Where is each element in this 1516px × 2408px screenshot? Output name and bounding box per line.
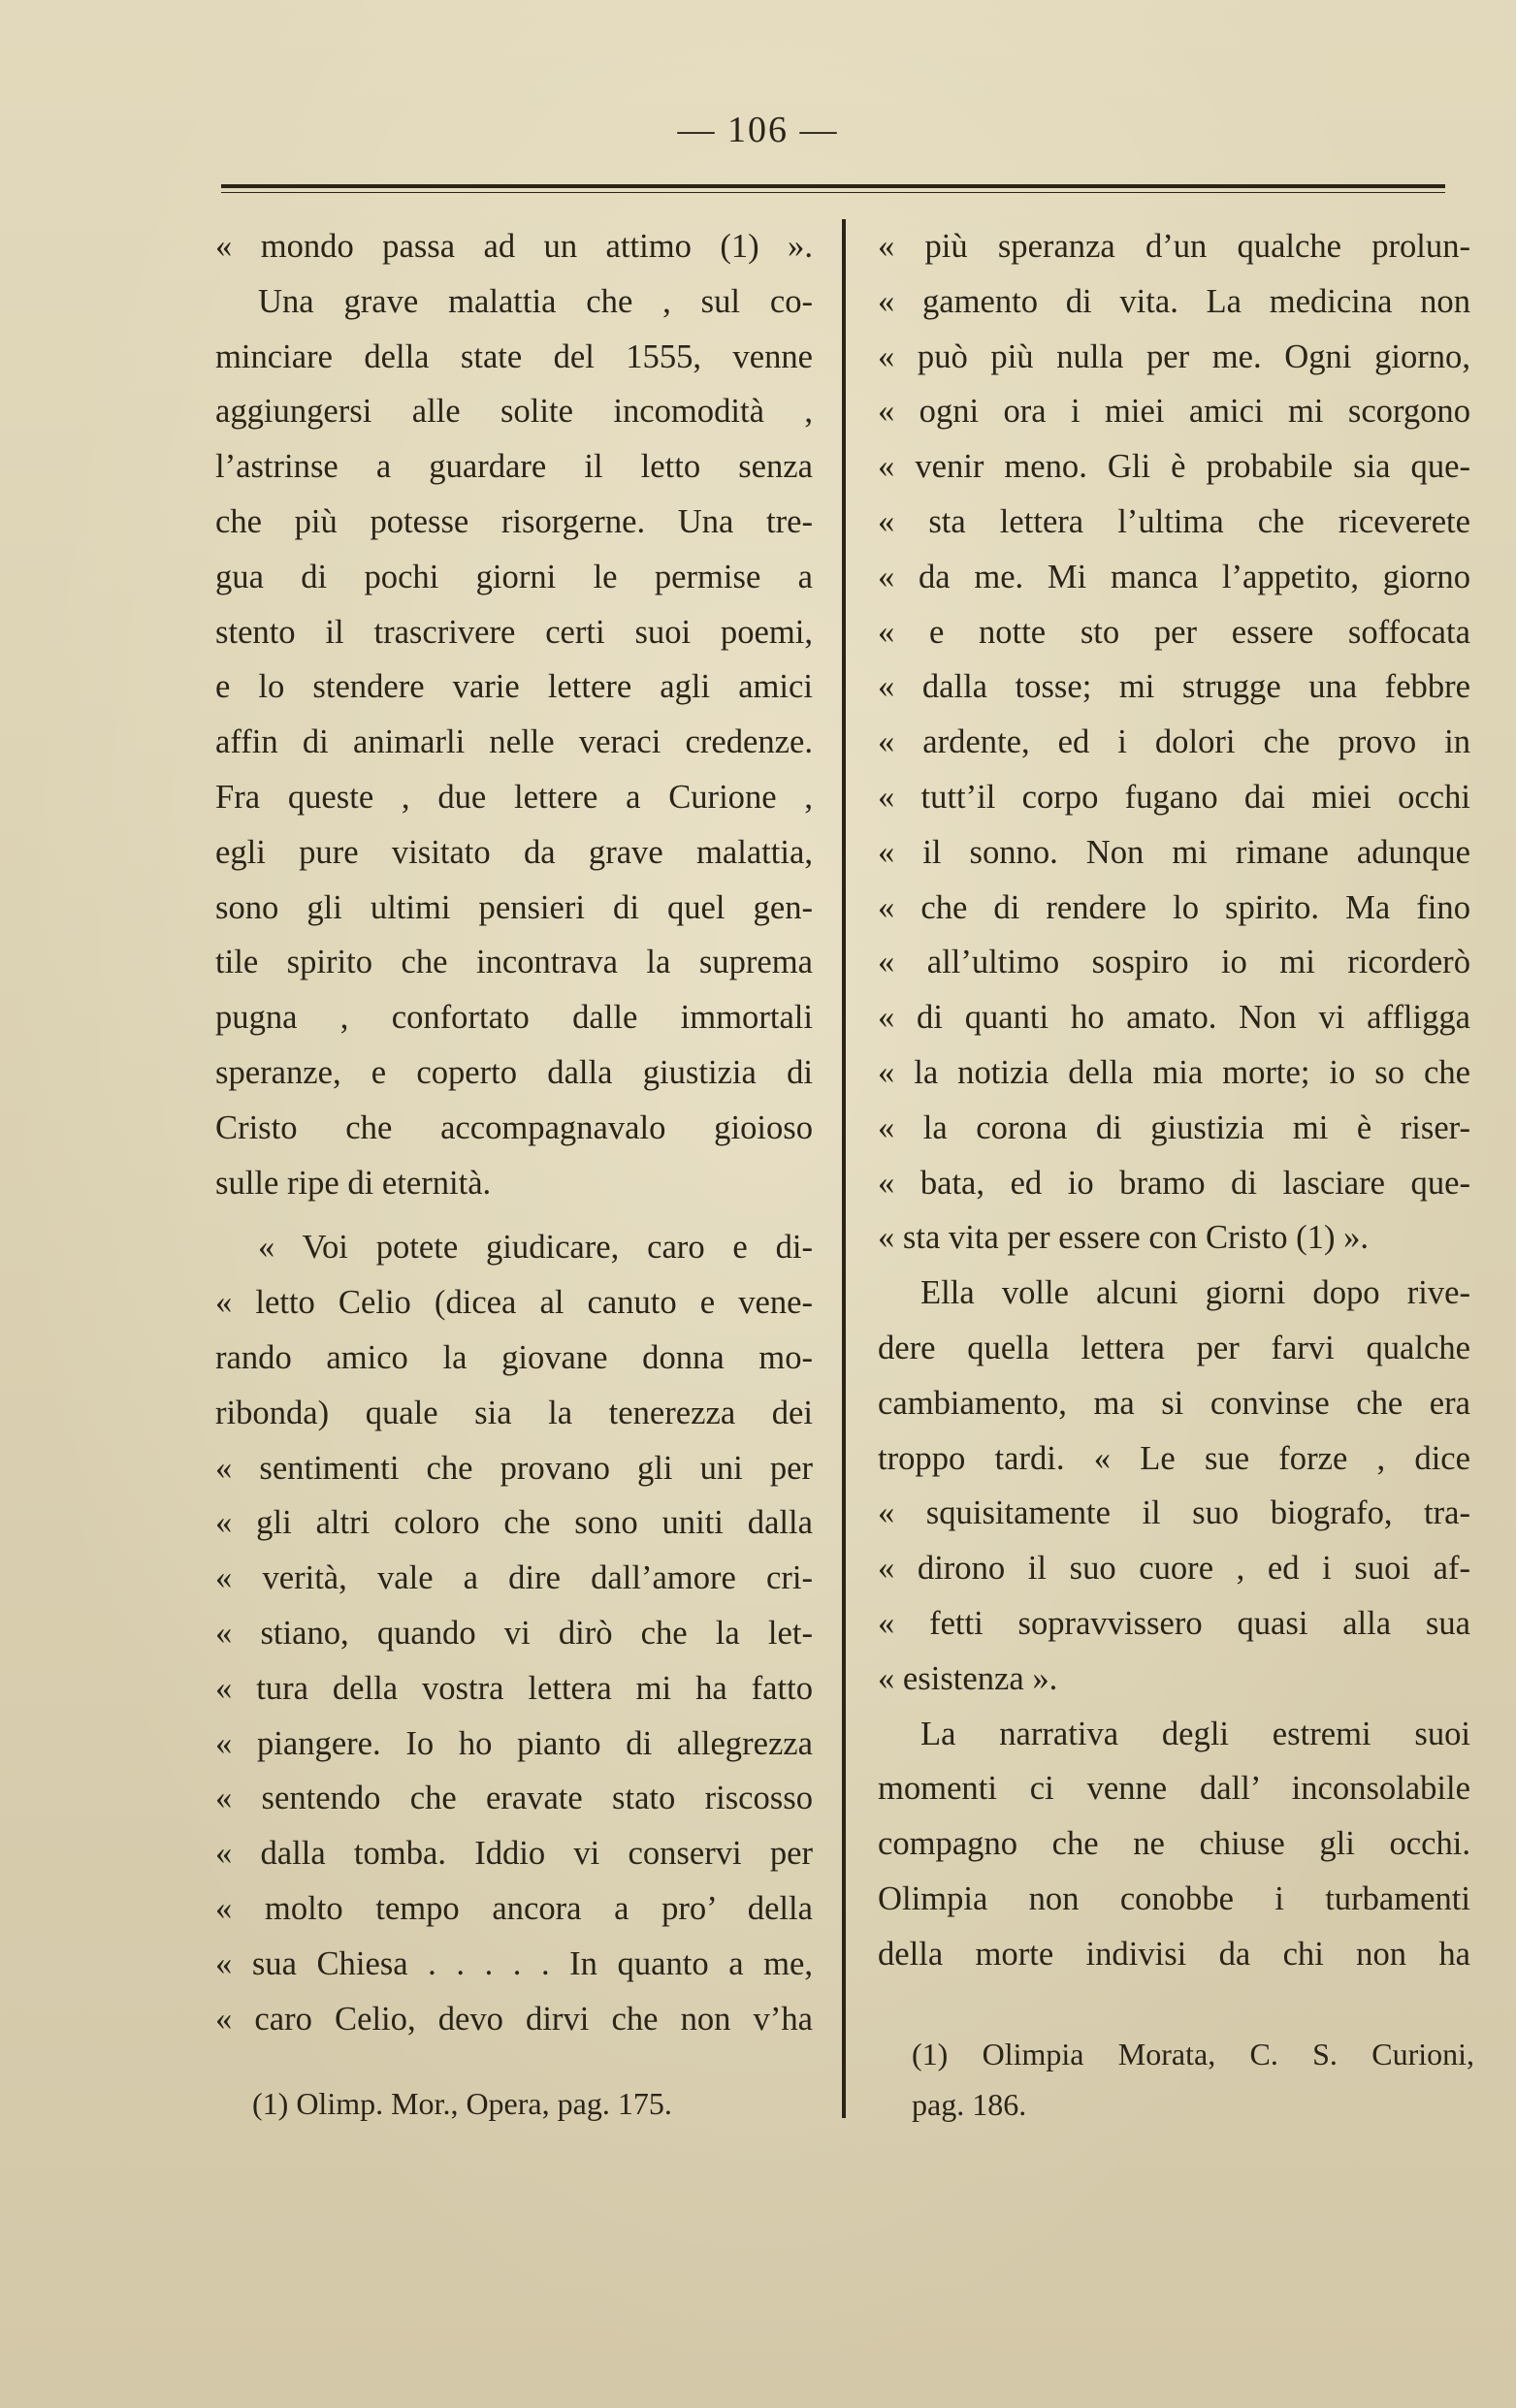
text-line: « venir meno. Gli è probabile sia que- [878, 448, 1470, 486]
text-line: Una grave malattia che , sul co- [258, 282, 813, 320]
text-line: « dalla tomba. Iddio vi conservi per [215, 1835, 813, 1873]
text-line: « tutt’il corpo fugano dai miei occhi [878, 778, 1470, 816]
right-column [878, 219, 1470, 1982]
text-line: « Voi potete giudicare, caro e di- [258, 1229, 813, 1267]
text-line: compagno che ne chiuse gli occhi. [878, 1825, 1470, 1863]
text-line: « ardente, ed i dolori che provo in [878, 723, 1470, 761]
text-line: pugna , confortato dalle immortali [215, 999, 813, 1037]
text-line: e lo stendere varie lettere agli amici [215, 668, 813, 706]
text-line: « esistenza ». [878, 1659, 1058, 1697]
footnote-left [252, 2078, 795, 2129]
text-line: « dalla tosse; mi strugge una febbre [878, 668, 1470, 706]
text-line: « fetti sopravvissero quasi alla sua [878, 1604, 1470, 1642]
text-line: La narrativa degli estremi suoi [920, 1715, 1470, 1752]
text-line: momenti ci venne dall’ inconsolabile [878, 1770, 1470, 1808]
header-rule-thick [221, 184, 1445, 188]
text-line: « il sonno. Non mi rimane adunque [878, 833, 1470, 871]
text-line: « squisitamente il suo biografo, tra- [878, 1494, 1470, 1532]
footnote-right [912, 2029, 1474, 2130]
text-line: « può più nulla per me. Ogni giorno, [878, 337, 1470, 375]
text-line: « di quanti ho amato. Non vi affligga [878, 999, 1470, 1037]
text-line: « verità, vale a dire dall’amore cri- [215, 1559, 813, 1597]
footnote-line: pag. 186. [912, 2087, 1027, 2122]
text-line: tile spirito che incontrava la suprema [215, 944, 813, 981]
text-line: Fra queste , due lettere a Curione , [215, 778, 813, 816]
text-line: « letto Celio (dicea al canuto e vene- [215, 1284, 813, 1322]
left-column [215, 219, 813, 2046]
text-line: Olimpia non conobbe i turbamenti [878, 1879, 1470, 1917]
text-line: « piangere. Io ho pianto di allegrezza [215, 1724, 813, 1762]
text-line: l’astrinse a guardare il letto senza [215, 448, 813, 486]
text-line: « tura della vostra lettera mi ha fatto [215, 1669, 813, 1707]
text-line: rando amico la giovane donna mo- [215, 1338, 813, 1376]
text-line: sono gli ultimi pensieri di quel gen- [215, 888, 813, 926]
text-line: « caro Celio, devo dirvi che non v’ha [215, 2000, 813, 2038]
page-number: — 106 — [677, 110, 839, 150]
text-line: stento il trascrivere certi suoi poemi, [215, 613, 813, 651]
text-line: cambiamento, ma si convinse che era [878, 1384, 1470, 1422]
text-line: affin di animarli nelle veraci credenze. [215, 723, 813, 761]
text-line: egli pure visitato da grave malattia, [215, 833, 813, 871]
text-line: « e notte sto per essere soffocata [878, 613, 1470, 651]
column-divider [842, 219, 846, 2118]
text-line: « la notizia della mia morte; io so che [878, 1053, 1470, 1091]
text-line: « da me. Mi manca l’appetito, giorno [878, 558, 1470, 595]
text-line: della morte indivisi da chi non ha [878, 1935, 1470, 1973]
text-line: che più potesse risorgerne. Una tre- [215, 502, 813, 540]
text-line: sulle ripe di eternità. [215, 1164, 492, 1202]
header-rule-thin [221, 192, 1445, 193]
text-line: Cristo che accompagnavalo gioioso [215, 1108, 813, 1146]
text-line: « che di rendere lo spirito. Ma fino [878, 888, 1470, 926]
text-line: « sentimenti che provano gli uni per [215, 1449, 813, 1487]
text-line: « mondo passa ad un attimo (1) ». [215, 228, 813, 265]
text-line: troppo tardi. « Le sue forze , dice [878, 1439, 1470, 1477]
text-line: minciare della state del 1555, venne [215, 337, 813, 375]
text-line: « bata, ed io bramo di lasciare que- [878, 1164, 1470, 1202]
text-line: dere quella lettera per farvi qualche [878, 1329, 1470, 1366]
text-line: « sta lettera l’ultima che riceverete [878, 502, 1470, 540]
text-line: « ogni ora i miei amici mi scorgono [878, 393, 1470, 431]
text-line: gua di pochi giorni le permise a [215, 558, 813, 595]
text-line: « dirono il suo cuore , ed i suoi af- [878, 1550, 1470, 1588]
text-line: « all’ultimo sospiro io mi ricorderò [878, 944, 1470, 981]
text-line: aggiungersi alle solite incomodità , [215, 393, 813, 431]
text-line: Ella volle alcuni giorni dopo rive- [920, 1274, 1470, 1312]
footnote-text: (1) Olimp. Mor., Opera, pag. 175. [252, 2086, 672, 2121]
text-line: « gamento di vita. La medicina non [878, 282, 1470, 320]
text-line: speranze, e coperto dalla giustizia di [215, 1053, 813, 1091]
text-line: ribonda) quale sia la tenerezza dei [215, 1394, 813, 1431]
footnote-line: (1) Olimpia Morata, C. S. Curioni, [912, 2037, 1474, 2071]
text-line: « sta vita per essere con Cristo (1) ». [878, 1219, 1370, 1257]
text-line: « molto tempo ancora a pro’ della [215, 1889, 813, 1927]
text-line: « stiano, quando vi dirò che la let- [215, 1614, 813, 1652]
paragraph-gap [215, 1210, 813, 1220]
text-line: « più speranza d’un qualche prolun- [878, 228, 1470, 265]
text-line: « sentendo che eravate stato riscosso [215, 1780, 813, 1817]
text-line: « sua Chiesa . . . . . In quanto a me, [215, 1944, 813, 1982]
text-line: « gli altri coloro che sono uniti dalla [215, 1504, 813, 1542]
text-line: « la corona di giustizia mi è riser- [878, 1108, 1470, 1146]
